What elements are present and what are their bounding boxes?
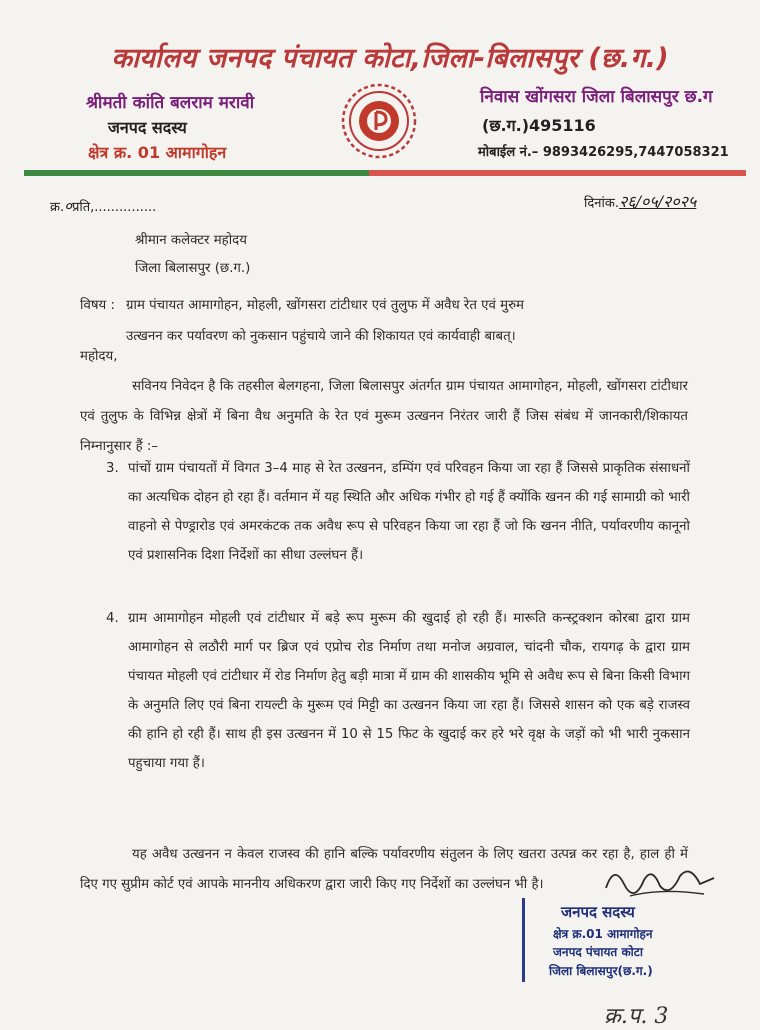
stamp-line-4: जिला बिलासपुर(छ.ग.): [549, 964, 653, 978]
subject-label: विषय :: [80, 298, 115, 313]
complaint-point: [106, 604, 690, 778]
mobile-label: मोबाईल नं.–: [478, 145, 539, 160]
complaint-point: [106, 454, 690, 570]
ref-handwritten: ०: [64, 197, 72, 215]
ref-label: क्र.: [50, 200, 65, 215]
member-name: श्रीमती कांति बलराम मरावी: [86, 93, 255, 113]
office-title: कार्यालय जनपद पंचायत कोटा,जिला-बिलासपुर (छ.ग.): [111, 43, 669, 74]
date-value: २६/०५/२०२५: [618, 192, 697, 211]
stamp-line-2: क्षेत्र क्र.01 आमागोहन: [553, 927, 653, 941]
panchayat-emblem-icon: [340, 82, 418, 160]
divider-red: [369, 170, 746, 176]
date-label: दिनांक.: [584, 196, 619, 211]
member-area: क्षेत्र क्र. 01 आमागोहन: [88, 143, 227, 162]
stamp-line-3: जनपद पंचायत कोटा: [553, 945, 643, 959]
official-stamp: [522, 898, 695, 982]
subject-line-1: ग्राम पंचायत आमागोहन, मोहली, खोंगसरा टांटीधार एवं तुलुफ में अवैध रेत एवं मुरुम: [126, 298, 524, 313]
intro-text: सविनय निवेदन है कि तहसील बेलगहना, जिला बिलासपुर अंतर्गत ग्राम पंचायत आमागोहन, मोहली, खोंगसरा टांटीधार एवं तुलुफ के विभिन्न क्षेत्रों में बिना वैध अनुमति के रेत एवं मुरूम उत्खनन निरंतर जारी हैं जिस संबंध में जानकारी/शिकायत निम्नानुसार हैं :–: [80, 379, 688, 454]
mobile-numbers: 9893426295,7447058321: [542, 145, 729, 160]
point-text: पांचों ग्राम पंचायतों में विगत 3–4 माह से रेत उत्खनन, डम्पिंग एवं परिवहन किया जा रहा हैं जिससे प्राकृतिक संसाधनों का अत्यधिक दोहन हो रहा हैं। वर्तमान में यह स्थिति और अधिक गंभीर हो गई हैं क्योंकि खनन की गई सामाग्री को भारी वाहनो से पेण्ड्रारोड एवं अमरकंटक तक अवैध रूप से परिवहन किया जा रहा हैं जो कि खनन नीति, पर्यावरणीय कानूनो एवं प्रशासनिक दिशा निर्देशों का सीधा उल्लंघन हैं।: [128, 461, 690, 563]
intro-paragraph: [80, 372, 688, 462]
address-line-2: (छ.ग.)495116: [482, 116, 596, 135]
salutation: महोदय,: [80, 349, 118, 364]
closing-text: यह अवैध उत्खनन न केवल राजस्व की हानि बल्कि पर्यावरणीय संतुलन के लिए खतरा उत्पन्न कर रहा है, हाल ही में दिए गए सुप्रीम कोर्ट एवं आपके माननीय अधिकरण द्वारा जारी किए गए निर्देशों का उल्लंघन भी है।: [80, 847, 688, 892]
letter-date: [584, 190, 696, 212]
page-mark: क्र.प. 3: [604, 1004, 669, 1029]
ref-prati: प्रति,: [71, 200, 95, 215]
address-line-1: निवास खोंगसरा जिला बिलासपुर छ.ग: [480, 87, 713, 107]
subject: [80, 290, 690, 352]
subject-line-2: उत्खनन कर पर्यावरण को नुकसान पहुंचाये जाने की शिकायत एवं कार्यवाही बाबत्।: [126, 329, 516, 344]
stamp-line-1: जनपद सदस्य: [561, 903, 635, 921]
point-text: ग्राम आमागोहन मोहली एवं टांटीधार में बड़े रूप मुरूम की खुदाई हो रही हैं। मारूति कन्स्ट्रक्शन कोरबा द्वारा ग्राम आमागोहन से लठौरी मार्ग पर ब्रिज एवं एप्रोच रोड निर्माण तथा मनोज अग्रवाल, चांदनी चौक, रायगढ़ के द्वारा ग्राम पंचायत मोहली एवं टांटीधार में रोड निर्माण हेतु बड़ी मात्रा में ग्राम की शासकीय भूमि से अवैध रूप से बिना किसी विभाग के अनुमति लिए एवं बिना रायल्टी के मुरूम एवं मिट्टी का उत्खनन किया जा रहा हैं। जिससे शासन को एक बड़े राजस्व की हानि हो रही हैं। साथ ही इस उत्खनन में 10 से 15 फिट के खुदाई कर हरे भरे वृक्ष के जड़ों को भी भारी नुकसान पहुचाया गया हैं।: [128, 611, 690, 771]
member-designation: जनपद सदस्य: [108, 118, 187, 137]
reference-number: [50, 196, 156, 216]
ref-dots: ...............: [94, 200, 157, 215]
addressee-line-2: जिला बिलासपुर (छ.ग.): [135, 261, 251, 276]
mobile-row: [478, 142, 729, 160]
addressee-line-1: श्रीमान कलेक्टर महोदय: [135, 233, 247, 248]
point-number: 3.: [106, 461, 119, 476]
point-number: 4.: [106, 611, 119, 626]
divider-green: [24, 170, 369, 176]
closing-paragraph: [80, 840, 688, 900]
header-divider: [24, 170, 746, 176]
